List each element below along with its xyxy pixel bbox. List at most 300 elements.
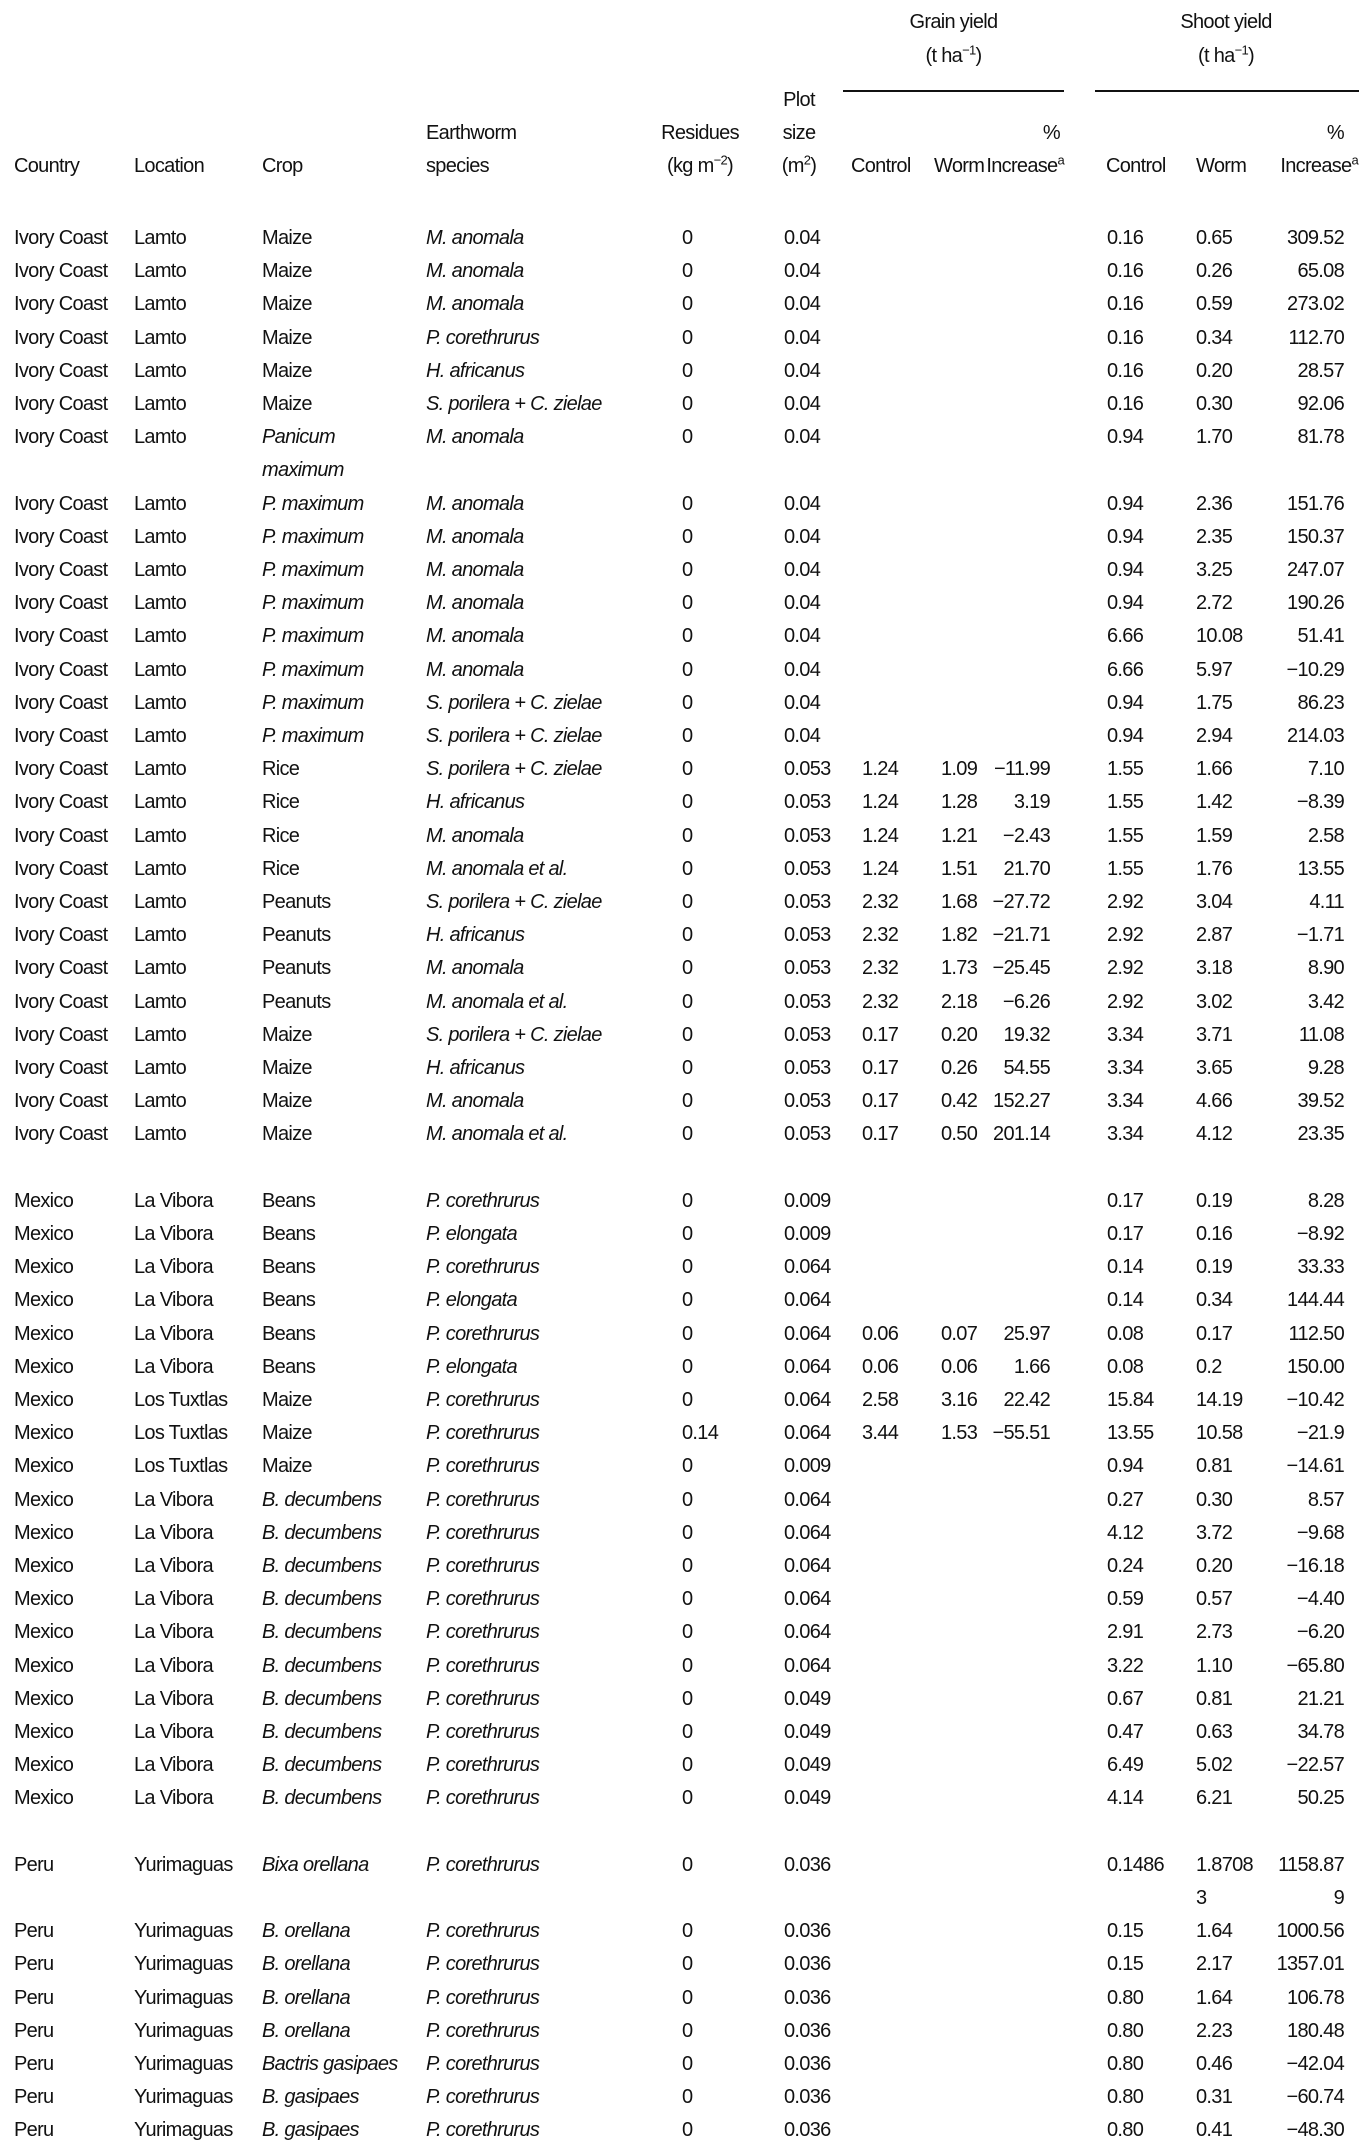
location-cell: Lamto xyxy=(134,924,187,947)
shoot-control-cell: 0.16 xyxy=(1107,227,1144,249)
shoot-worm-cell: 14.19 xyxy=(1196,1389,1243,1411)
crop-cell: Beans xyxy=(262,1289,316,1312)
shoot-control-cell: 0.1486 xyxy=(1107,1853,1164,1876)
plot-size-cell: 0.036 xyxy=(784,2119,831,2142)
shoot-control-cell: 0.80 xyxy=(1107,2119,1144,2142)
species-cell: P. corethrurus xyxy=(426,1621,540,1644)
shoot-worm-cell: 0.34 xyxy=(1196,1289,1233,1312)
species-cell: M. anomala et al. xyxy=(426,857,568,880)
shoot-control-cell: 4.12 xyxy=(1107,1521,1144,1544)
residues-cell: 0 xyxy=(682,891,693,913)
species-cell: M. anomala xyxy=(426,525,524,548)
shoot-worm-cell: 0.16 xyxy=(1196,1223,1233,1245)
plot-size-cell: 0.049 xyxy=(784,1787,831,1810)
crop-cell: Maize xyxy=(262,326,312,349)
shoot-worm-cell: 5.02 xyxy=(1196,1754,1233,1777)
shoot-control-cell: 0.94 xyxy=(1107,592,1144,615)
country-cell: Ivory Coast xyxy=(14,990,108,1013)
country-cell: Mexico xyxy=(14,1621,74,1644)
species-cell: P. corethrurus xyxy=(426,1521,540,1544)
crop-cell: Maize xyxy=(262,393,312,415)
shoot-increase-cell: −9.68 xyxy=(1296,1521,1344,1544)
shoot-worm-cell: 0.20 xyxy=(1196,1555,1233,1577)
shoot-increase-cell: −6.20 xyxy=(1296,1621,1344,1644)
shoot-control-cell: 0.16 xyxy=(1107,359,1144,382)
shoot-worm-cell: 6.21 xyxy=(1196,1787,1233,1810)
location-cell: Lamto xyxy=(134,525,187,548)
crop-cell: B. orellana xyxy=(262,1953,350,1976)
location-cell: La Vibora xyxy=(134,1721,213,1743)
shoot-control-cell: 0.08 xyxy=(1107,1355,1144,1378)
country-cell: Ivory Coast xyxy=(14,592,108,615)
shoot-worm-cell: 2.23 xyxy=(1196,2019,1233,2042)
shoot-increase-cell: 190.26 xyxy=(1287,592,1344,615)
grain-increase-cell: −21.71 xyxy=(992,924,1050,947)
location-cell: Lamto xyxy=(134,1090,187,1113)
residues-cell: 0 xyxy=(682,990,693,1013)
grain-worm-cell: 0.20 xyxy=(941,1023,978,1046)
shoot-worm-cell: 0.63 xyxy=(1196,1721,1233,1743)
location-cell: Yurimaguas xyxy=(134,2019,233,2042)
shoot-increase-cell: −8.92 xyxy=(1296,1223,1344,1245)
species-cell: H. africanus xyxy=(426,1057,525,1079)
crop-cell: Maize xyxy=(262,260,312,283)
shoot-worm-cell: 3.72 xyxy=(1196,1521,1233,1544)
species-cell: H. africanus xyxy=(426,791,525,814)
plot-size-cell: 0.064 xyxy=(784,1355,831,1378)
country-cell: Mexico xyxy=(14,1223,74,1245)
shoot-worm-cell: 0.65 xyxy=(1196,227,1233,249)
plot-size-cell: 0.064 xyxy=(784,1588,831,1611)
shoot-control-cell: 0.16 xyxy=(1107,293,1144,316)
shoot-worm-cell: 1.10 xyxy=(1196,1654,1233,1677)
shoot-control-cell: 0.47 xyxy=(1107,1721,1144,1743)
shoot-increase-cell: 112.50 xyxy=(1288,1322,1344,1345)
plot-size-cell: 0.036 xyxy=(784,2053,831,2075)
plot-size-cell: 0.036 xyxy=(784,1986,831,2009)
grain-increase-cell: 201.14 xyxy=(993,1123,1050,1146)
shoot-worm-cell: 3.02 xyxy=(1196,990,1233,1013)
grain-worm-cell: 1.09 xyxy=(941,758,978,781)
country-cell: Peru xyxy=(14,2086,54,2109)
residues-cell: 0 xyxy=(682,2019,693,2042)
shoot-worm-cell: 1.70 xyxy=(1196,426,1233,449)
location-cell: Lamto xyxy=(134,725,187,747)
species-cell: M. anomala xyxy=(426,227,524,249)
grain-worm-cell: 0.26 xyxy=(941,1057,978,1079)
shoot-increase-cell: 51.41 xyxy=(1297,625,1344,648)
residues-cell: 0 xyxy=(682,592,693,615)
species-cell: P. corethrurus xyxy=(426,2019,540,2042)
crop-cell: Maize xyxy=(262,1090,312,1113)
species-cell: S. porilera + C. zielae xyxy=(426,1023,602,1046)
species-cell: P. corethrurus xyxy=(426,1687,540,1710)
grain-increase-cell: −6.26 xyxy=(1002,990,1050,1013)
shoot-increase-cell: 21.21 xyxy=(1297,1687,1344,1710)
species-cell: H. africanus xyxy=(426,924,525,947)
shoot-control-cell: 2.92 xyxy=(1107,957,1144,980)
shoot-control-cell: 1.55 xyxy=(1107,824,1144,847)
crop-cell: Peanuts xyxy=(262,924,331,947)
plot-size-cell: 0.009 xyxy=(784,1223,831,1245)
header-residues-2: (kg $m^{-2}$) xyxy=(667,152,733,177)
plot-size-cell: 0.04 xyxy=(784,691,821,714)
shoot-worm-cell: 1.64 xyxy=(1196,1986,1233,2009)
residues-cell: 0 xyxy=(682,1223,693,1245)
shoot-control-cell: 2.92 xyxy=(1107,891,1144,913)
residues-cell: 0 xyxy=(682,824,693,847)
country-cell: Mexico xyxy=(14,1721,74,1743)
plot-size-cell: 0.053 xyxy=(784,891,831,913)
species-cell: S. porilera + C. zielae xyxy=(426,891,602,913)
shoot-increase-cell: −22.57 xyxy=(1286,1754,1344,1777)
crop-cell: Beans xyxy=(262,1355,316,1378)
residues-cell: 0 xyxy=(682,1322,693,1345)
plot-size-cell: 0.053 xyxy=(784,824,831,847)
plot-size-cell: 0.053 xyxy=(784,1090,831,1113)
species-cell: M. anomala xyxy=(426,559,524,581)
country-cell: Ivory Coast xyxy=(14,791,108,814)
species-cell: P. elongata xyxy=(426,1355,517,1378)
residues-cell: 0 xyxy=(682,1256,693,1279)
species-cell: P. corethrurus xyxy=(426,2086,540,2109)
grain-control-cell: 0.06 xyxy=(862,1322,899,1345)
shoot-increase-cell: 8.28 xyxy=(1307,1189,1344,1212)
crop-cell: P. maximum xyxy=(262,559,364,581)
plot-size-cell: 0.053 xyxy=(784,1057,831,1079)
species-cell: S. porilera + C. zielae xyxy=(426,758,602,781)
grain-control-cell: 2.32 xyxy=(862,957,899,980)
location-cell: Yurimaguas xyxy=(134,1986,233,2009)
residues-cell: 0 xyxy=(682,857,693,880)
country-cell: Ivory Coast xyxy=(14,260,108,283)
shoot-control-cell: 0.94 xyxy=(1107,559,1144,581)
shoot-control-cell: 0.94 xyxy=(1107,691,1144,714)
country-cell: Ivory Coast xyxy=(14,559,108,581)
country-cell: Ivory Coast xyxy=(14,725,108,747)
residues-cell: 0.14 xyxy=(682,1422,719,1445)
residues-cell: 0 xyxy=(682,1787,693,1810)
shoot-control-cell: 1.55 xyxy=(1107,758,1144,781)
country-cell: Ivory Coast xyxy=(14,393,108,415)
species-cell: P. corethrurus xyxy=(426,1389,540,1411)
plot-size-cell: 0.04 xyxy=(784,359,821,382)
species-cell: S. porilera + C. zielae xyxy=(426,691,602,714)
location-cell: Yurimaguas xyxy=(134,2119,233,2142)
country-cell: Peru xyxy=(14,1853,54,1876)
location-cell: Lamto xyxy=(134,293,187,316)
shoot-increase-cell: −14.61 xyxy=(1286,1455,1344,1478)
residues-cell: 0 xyxy=(682,1754,693,1777)
shoot-worm-cell: 1.66 xyxy=(1196,758,1233,781)
shoot-worm-cell: 1.75 xyxy=(1196,691,1233,714)
header-grain-increase: Increase$^a$ xyxy=(986,152,1064,177)
residues-cell: 0 xyxy=(682,1654,693,1677)
shoot-increase-cell: 150.37 xyxy=(1287,525,1344,548)
shoot-increase-cell: 144.44 xyxy=(1287,1289,1344,1312)
crop-cell: B. decumbens xyxy=(262,1654,382,1677)
plot-size-cell: 0.036 xyxy=(784,2086,831,2109)
crop-cell: Peanuts xyxy=(262,990,331,1013)
shoot-worm-cell: 0.31 xyxy=(1196,2086,1233,2109)
residues-cell: 0 xyxy=(682,1455,693,1478)
country-cell: Mexico xyxy=(14,1521,74,1544)
shoot-control-cell: 0.14 xyxy=(1107,1289,1144,1312)
plot-size-cell: 0.064 xyxy=(784,1654,831,1677)
plot-size-cell: 0.036 xyxy=(784,1920,831,1943)
location-cell: Lamto xyxy=(134,824,187,847)
plot-size-cell: 0.053 xyxy=(784,791,831,814)
residues-cell: 0 xyxy=(682,559,693,581)
residues-cell: 0 xyxy=(682,1123,693,1146)
shoot-increase-cell: 7.10 xyxy=(1307,758,1344,781)
species-cell: P. corethrurus xyxy=(426,1654,540,1677)
crop-cell: Maize xyxy=(262,293,312,316)
country-cell: Mexico xyxy=(14,1654,74,1677)
grain-worm-cell: 0.50 xyxy=(941,1123,978,1146)
plot-size-cell: 0.064 xyxy=(784,1322,831,1345)
location-cell: Lamto xyxy=(134,393,187,415)
shoot-increase-cell: 214.03 xyxy=(1287,725,1344,747)
shoot-control-cell: 6.49 xyxy=(1107,1754,1144,1777)
location-cell: Yurimaguas xyxy=(134,1920,233,1943)
plot-size-cell: 0.053 xyxy=(784,758,831,781)
plot-size-cell: 0.064 xyxy=(784,1289,831,1312)
residues-cell: 0 xyxy=(682,758,693,781)
header-shoot-increase: Increase$^a$ xyxy=(1280,152,1358,177)
shoot-control-cell: 15.84 xyxy=(1107,1389,1154,1411)
shoot-worm-cell: 3.04 xyxy=(1196,891,1233,913)
shoot-control-cell: 0.17 xyxy=(1107,1223,1144,1245)
crop-cell: Bixa orellana xyxy=(262,1853,369,1876)
country-cell: Peru xyxy=(14,1986,54,2009)
species-cell: M. anomala xyxy=(426,824,524,847)
shoot-worm-cell: 1.8708 3 xyxy=(1196,1853,1253,1909)
shoot-increase-cell: 86.23 xyxy=(1297,691,1344,714)
shoot-increase-cell: 8.90 xyxy=(1307,957,1344,980)
residues-cell: 0 xyxy=(682,1389,693,1411)
shoot-increase-cell: 23.35 xyxy=(1297,1123,1344,1146)
plot-size-cell: 0.053 xyxy=(784,990,831,1013)
shoot-control-cell: 6.66 xyxy=(1107,625,1144,648)
residues-cell: 0 xyxy=(682,658,693,681)
shoot-worm-cell: 4.66 xyxy=(1196,1090,1233,1113)
shoot-control-cell: 0.94 xyxy=(1107,1455,1144,1478)
shoot-worm-cell: 10.08 xyxy=(1196,625,1243,648)
plot-size-cell: 0.04 xyxy=(784,293,821,316)
location-cell: Yurimaguas xyxy=(134,1853,233,1876)
shoot-worm-cell: 0.19 xyxy=(1196,1256,1233,1279)
country-cell: Mexico xyxy=(14,1555,74,1577)
country-cell: Ivory Coast xyxy=(14,824,108,847)
shoot-increase-cell: 151.76 xyxy=(1287,492,1344,515)
grain-worm-cell: 2.18 xyxy=(941,990,978,1013)
crop-cell: Beans xyxy=(262,1322,316,1345)
location-cell: La Vibora xyxy=(134,1555,213,1577)
plot-size-cell: 0.04 xyxy=(784,393,821,415)
crop-cell: Maize xyxy=(262,1422,312,1445)
plot-size-cell: 0.04 xyxy=(784,658,821,681)
crop-cell: P. maximum xyxy=(262,691,364,714)
grain-increase-cell: 19.32 xyxy=(1003,1023,1050,1046)
species-cell: P. corethrurus xyxy=(426,2119,540,2142)
grain-increase-cell: −27.72 xyxy=(992,891,1050,913)
location-cell: Lamto xyxy=(134,492,187,515)
residues-cell: 0 xyxy=(682,1189,693,1212)
residues-cell: 0 xyxy=(682,227,693,249)
shoot-control-cell: 3.34 xyxy=(1107,1057,1144,1079)
shoot-control-cell: 3.34 xyxy=(1107,1090,1144,1113)
crop-cell: Rice xyxy=(262,758,300,781)
residues-cell: 0 xyxy=(682,1721,693,1743)
shoot-worm-cell: 2.73 xyxy=(1196,1621,1233,1644)
crop-cell: P. maximum xyxy=(262,658,364,681)
shoot-worm-cell: 2.35 xyxy=(1196,525,1233,548)
shoot-increase-cell: −10.42 xyxy=(1286,1389,1344,1411)
shoot-worm-cell: 0.81 xyxy=(1196,1687,1233,1710)
residues-cell: 0 xyxy=(682,791,693,814)
plot-size-cell: 0.064 xyxy=(784,1422,831,1445)
shoot-control-cell: 0.80 xyxy=(1107,2086,1144,2109)
residues-cell: 0 xyxy=(682,1588,693,1611)
species-cell: P. corethrurus xyxy=(426,2053,540,2075)
location-cell: Lamto xyxy=(134,260,187,283)
plot-size-cell: 0.064 xyxy=(784,1389,831,1411)
species-cell: P. corethrurus xyxy=(426,1422,540,1445)
shoot-worm-cell: 2.87 xyxy=(1196,924,1233,947)
grain-control-cell: 0.17 xyxy=(862,1123,899,1146)
plot-size-cell: 0.04 xyxy=(784,525,821,548)
shoot-increase-cell: 1158.87 9 xyxy=(1278,1853,1344,1909)
crop-cell: Beans xyxy=(262,1223,316,1245)
grain-worm-cell: 1.21 xyxy=(941,824,978,847)
crop-cell: Peanuts xyxy=(262,957,331,980)
shoot-increase-cell: 28.57 xyxy=(1297,359,1344,382)
residues-cell: 0 xyxy=(682,1355,693,1378)
residues-cell: 0 xyxy=(682,957,693,980)
grain-increase-cell: −2.43 xyxy=(1002,824,1050,847)
crop-cell: Maize xyxy=(262,1057,312,1079)
country-cell: Peru xyxy=(14,2053,54,2075)
shoot-control-cell: 0.17 xyxy=(1107,1189,1144,1212)
location-cell: Los Tuxtlas xyxy=(134,1455,228,1478)
grain-control-cell: 2.32 xyxy=(862,990,899,1013)
grain-control-cell: 2.32 xyxy=(862,924,899,947)
shoot-control-cell: 1.55 xyxy=(1107,857,1144,880)
species-cell: P. corethrurus xyxy=(426,1189,540,1212)
grain-increase-cell: 54.55 xyxy=(1003,1057,1050,1079)
plot-size-cell: 0.064 xyxy=(784,1521,831,1544)
country-cell: Ivory Coast xyxy=(14,625,108,648)
shoot-worm-cell: 0.17 xyxy=(1196,1322,1233,1345)
grain-increase-cell: 3.19 xyxy=(1013,791,1050,814)
residues-cell: 0 xyxy=(682,2086,693,2109)
crop-cell: B. gasipaes xyxy=(262,2086,359,2109)
crop-cell: Beans xyxy=(262,1256,316,1279)
species-cell: P. corethrurus xyxy=(426,1256,540,1279)
shoot-worm-cell: 0.59 xyxy=(1196,293,1233,316)
header-shoot-control: Control xyxy=(1106,155,1166,177)
header-species-2: species xyxy=(426,155,489,177)
residues-cell: 0 xyxy=(682,625,693,648)
location-cell: Lamto xyxy=(134,1123,187,1146)
country-cell: Peru xyxy=(14,1920,54,1943)
location-cell: La Vibora xyxy=(134,1189,213,1212)
shoot-increase-cell: 150.00 xyxy=(1287,1355,1344,1378)
crop-cell: Rice xyxy=(262,857,300,880)
residues-cell: 0 xyxy=(682,1023,693,1046)
residues-cell: 0 xyxy=(682,1621,693,1644)
shoot-worm-cell: 2.94 xyxy=(1196,725,1233,747)
shoot-worm-cell: 0.81 xyxy=(1196,1455,1233,1478)
species-cell: P. corethrurus xyxy=(426,1488,540,1511)
species-cell: M. anomala et al. xyxy=(426,990,568,1013)
residues-cell: 0 xyxy=(682,2053,693,2075)
shoot-control-cell: 3.34 xyxy=(1107,1123,1144,1146)
shoot-control-cell: 2.91 xyxy=(1107,1621,1144,1644)
shoot-increase-cell: 34.78 xyxy=(1297,1721,1344,1743)
residues-cell: 0 xyxy=(682,1555,693,1577)
species-cell: M. anomala xyxy=(426,260,524,283)
crop-cell: Maize xyxy=(262,1455,312,1478)
plot-size-cell: 0.064 xyxy=(784,1488,831,1511)
plot-size-cell: 0.04 xyxy=(784,326,821,349)
shoot-worm-cell: 3.18 xyxy=(1196,957,1233,980)
plot-size-cell: 0.04 xyxy=(784,426,821,449)
plot-size-cell: 0.049 xyxy=(784,1721,831,1743)
country-cell: Mexico xyxy=(14,1787,74,1810)
shoot-increase-cell: −16.18 xyxy=(1286,1555,1344,1577)
shoot-control-cell: 1.55 xyxy=(1107,791,1144,814)
crop-cell: P. maximum xyxy=(262,625,364,648)
country-cell: Ivory Coast xyxy=(14,891,108,913)
species-cell: P. corethrurus xyxy=(426,1322,540,1345)
grain-control-cell: 1.24 xyxy=(862,857,899,880)
shoot-increase-cell: −10.29 xyxy=(1286,658,1344,681)
plot-size-cell: 0.04 xyxy=(784,592,821,615)
shoot-increase-cell: 2.58 xyxy=(1307,824,1344,847)
location-cell: Lamto xyxy=(134,559,187,581)
crop-cell: B. orellana xyxy=(262,2019,350,2042)
shoot-increase-cell: 3.42 xyxy=(1307,990,1344,1013)
location-cell: La Vibora xyxy=(134,1687,213,1710)
species-cell: P. corethrurus xyxy=(426,1721,540,1743)
grain-worm-cell: 0.06 xyxy=(941,1355,978,1378)
residues-cell: 0 xyxy=(682,1986,693,2009)
header-plot-2: size xyxy=(782,122,816,144)
location-cell: Yurimaguas xyxy=(134,2086,233,2109)
shoot-increase-cell: 112.70 xyxy=(1288,326,1344,349)
residues-cell: 0 xyxy=(682,1853,693,1876)
plot-size-cell: 0.036 xyxy=(784,2019,831,2042)
location-cell: La Vibora xyxy=(134,1488,213,1511)
shoot-worm-cell: 0.26 xyxy=(1196,260,1233,283)
crop-cell: Rice xyxy=(262,824,300,847)
residues-cell: 0 xyxy=(682,1057,693,1079)
header-residues-1: Residues xyxy=(661,122,739,144)
grain-control-cell: 0.17 xyxy=(862,1023,899,1046)
shoot-control-cell: 0.80 xyxy=(1107,2053,1144,2075)
crop-cell: B. decumbens xyxy=(262,1521,382,1544)
shoot-control-cell: 0.08 xyxy=(1107,1322,1144,1345)
shoot-worm-cell: 0.57 xyxy=(1196,1588,1233,1611)
location-cell: Lamto xyxy=(134,990,187,1013)
shoot-worm-cell: 0.41 xyxy=(1196,2119,1233,2142)
header-species-1: Earthworm xyxy=(426,122,517,144)
country-cell: Mexico xyxy=(14,1588,74,1611)
country-cell: Ivory Coast xyxy=(14,326,108,349)
shoot-control-cell: 0.27 xyxy=(1107,1488,1144,1511)
